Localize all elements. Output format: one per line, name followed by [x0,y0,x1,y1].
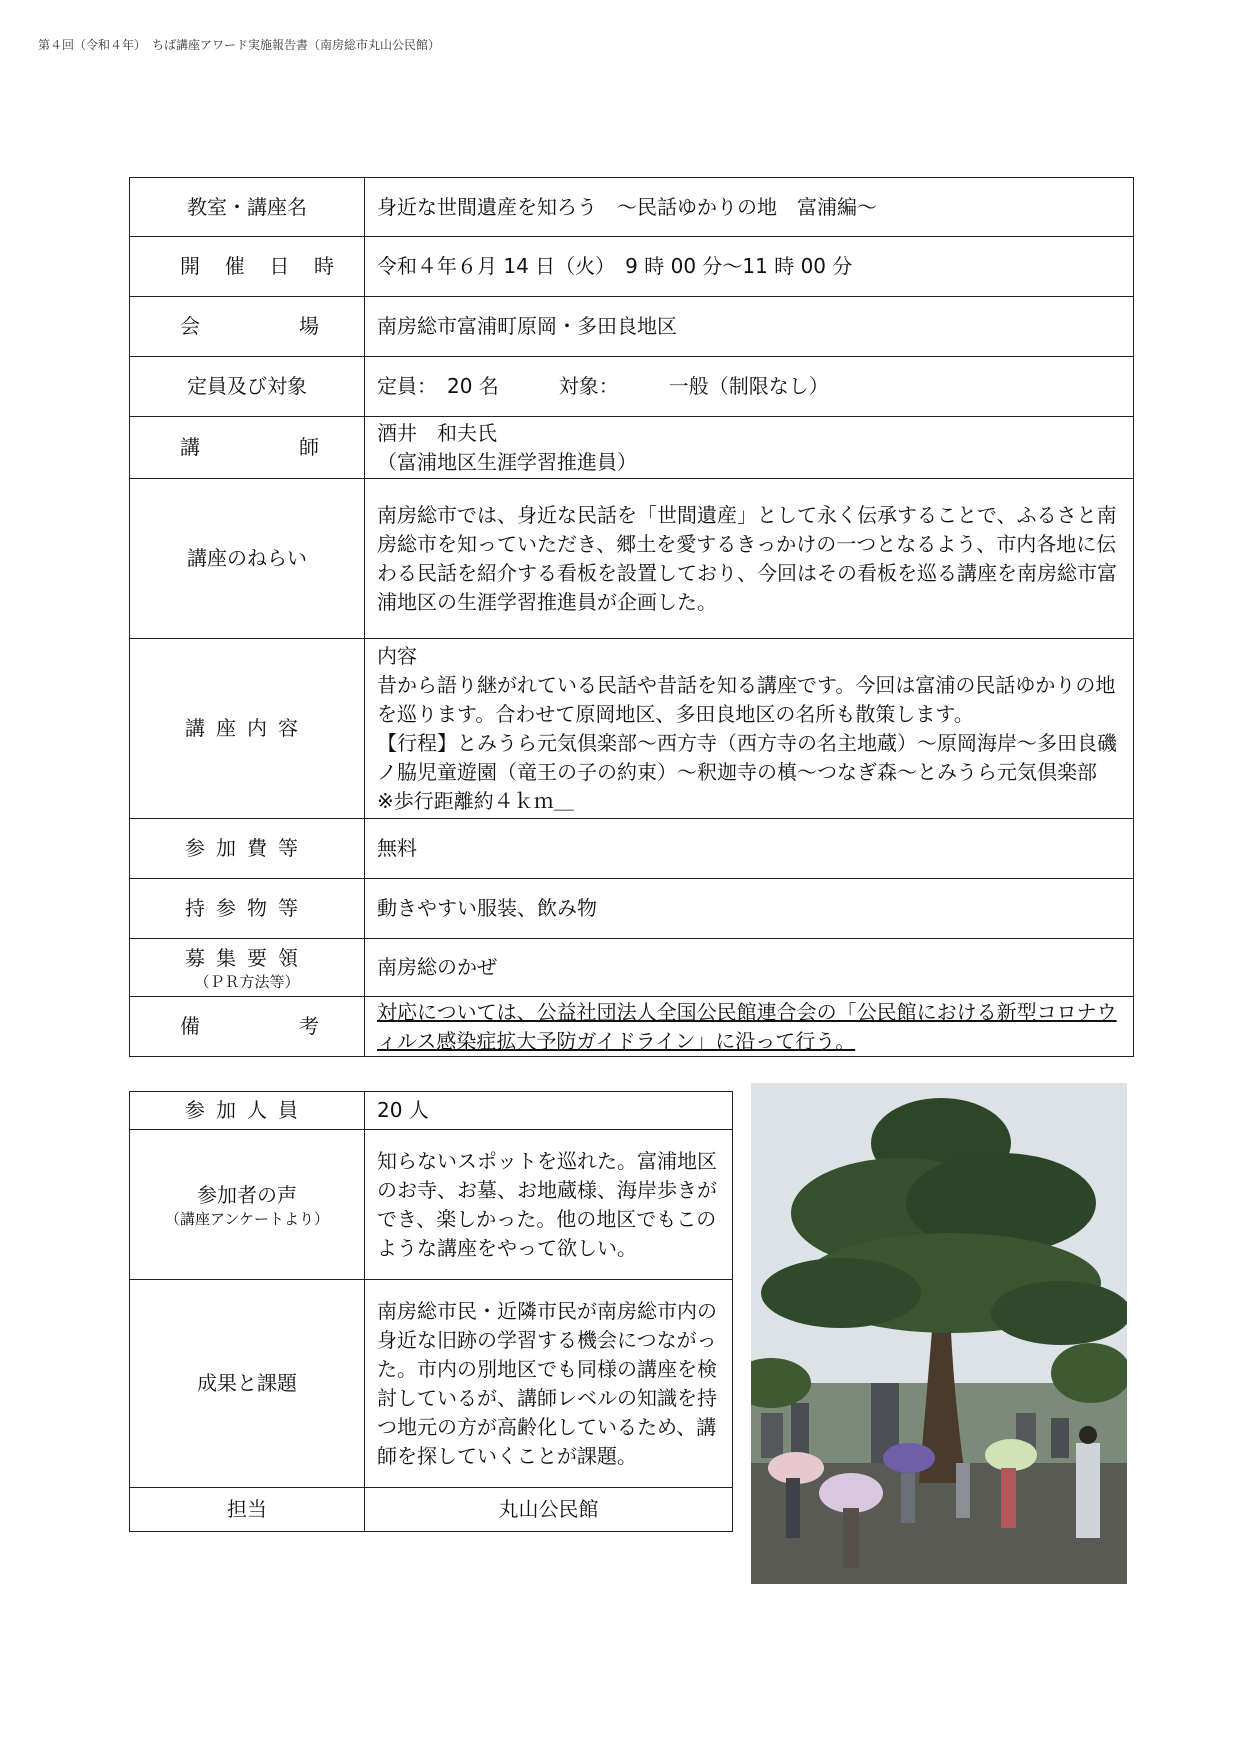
voice-label-main: 参加者の声 [197,1183,297,1207]
event-photo [751,1083,1127,1584]
row-capacity [130,357,1134,417]
page-header: 第４回（令和４年） ちば講座アワード実施報告書（南房総市丸山公民館） [38,38,441,52]
content-route: 【行程】とみうら元気倶楽部～西方寺（西方寺の名主地蔵）～原岡海岸～多田良磯ノ脇児童遊園（竜王の子の約束）～釈迦寺の槙～つなぎ森～とみうら元気倶楽部 ※歩行距離約４ｋｍ＿ [377,730,1117,813]
staff-label: 担当 [130,1488,365,1532]
row-venue [130,297,1134,357]
recruit-label [130,939,365,997]
content-label: 講座内容 [130,639,365,819]
participants-value: 20 人 [365,1092,733,1130]
aim-value: 南房総市では、身近な民話を「世間遺産」として永く伝承することで、ふるさと南房総市を知っていただき、郷土を愛するきっかけの一つとなるよう、市内各地に伝わる民話を紹介する看板を設置しており、今回はその看板を巡る講座を南房総市富浦地区の生涯学習推進員が企画した。 [365,479,1134,639]
content-heading: 内容 [377,643,417,668]
venue-value: 南房総市富浦町原岡・多田良地区 [365,297,1134,357]
course-info-table [129,177,1134,1057]
remarks-value: 対応については、公益社団法人全国公民館連合会の「公民館における新型コロナウィルス感染症拡大予防ガイドライン」に沿って行う。 [365,997,1134,1057]
date-value: 令和４年６月 14 日（火） 9 時 00 分～11 時 00 分 [365,237,1134,297]
aim-label: 講座のねらい [130,479,365,639]
course-name-label: 教室・講座名 [130,178,365,237]
outcome-value: 南房総市民・近隣市民が南房総市内の身近な旧跡の学習する機会につながった。市内の別地区でも同様の講座を検討しているが、講師レベルの知識を持つ地元の方が高齢化しているため、講師を探していくことが課題。 [365,1280,733,1488]
row-aim [130,479,1134,639]
row-course-name [130,178,1134,237]
recruit-label-sub: （ＰＲ方法等） [194,973,300,991]
content-value [365,639,1134,819]
outcome-label: 成果と課題 [130,1280,365,1488]
remarks-label: 備 考 [130,997,365,1057]
course-name-value: 身近な世間遺産を知ろう ～民話ゆかりの地 富浦編～ [365,178,1134,237]
items-value: 動きやすい服装、飲み物 [365,879,1134,939]
fee-value: 無料 [365,819,1134,879]
lecturer-role: （富浦地区生涯学習推進員） [377,449,637,474]
row-content [130,639,1134,819]
voice-label [130,1130,365,1280]
recruit-value: 南房総のかぜ [365,939,1134,997]
result-table [129,1091,733,1532]
items-label: 持参物等 [130,879,365,939]
row-fee [130,819,1134,879]
fee-label: 参加費等 [130,819,365,879]
date-label: 開 催 日 時 [130,237,365,297]
row-lecturer [130,417,1134,479]
lecturer-label: 講 師 [130,417,365,479]
content-body: 昔から語り継がれている民話や昔話を知る講座です。今回は富浦の民話ゆかりの地を巡ります。合わせて原岡地区、多田良地区の名所も散策します。 [377,672,1116,726]
row-voice [130,1130,733,1280]
capacity-label: 定員及び対象 [130,357,365,417]
event-photo-drawing [751,1083,1127,1584]
staff-value: 丸山公民館 [365,1488,733,1532]
row-date [130,237,1134,297]
lecturer-value [365,417,1134,479]
voice-value: 知らないスポットを巡れた。富浦地区のお寺、お墓、お地蔵様、海岸歩きができ、楽しかった。他の地区でもこのような講座をやって欲しい。 [365,1130,733,1280]
row-outcome [130,1280,733,1488]
row-remarks [130,997,1134,1057]
row-recruit [130,939,1134,997]
row-items [130,879,1134,939]
lecturer-name: 酒井 和夫氏 [377,420,497,445]
capacity-value: 定員： 20 名 対象： 一般（制限なし） [365,357,1134,417]
row-staff [130,1488,733,1532]
row-participants [130,1092,733,1130]
voice-label-sub: （講座アンケートより） [164,1210,330,1228]
participants-label: 参加人員 [130,1092,365,1130]
venue-label: 会 場 [130,297,365,357]
recruit-label-main: 募集要領 [185,946,309,970]
